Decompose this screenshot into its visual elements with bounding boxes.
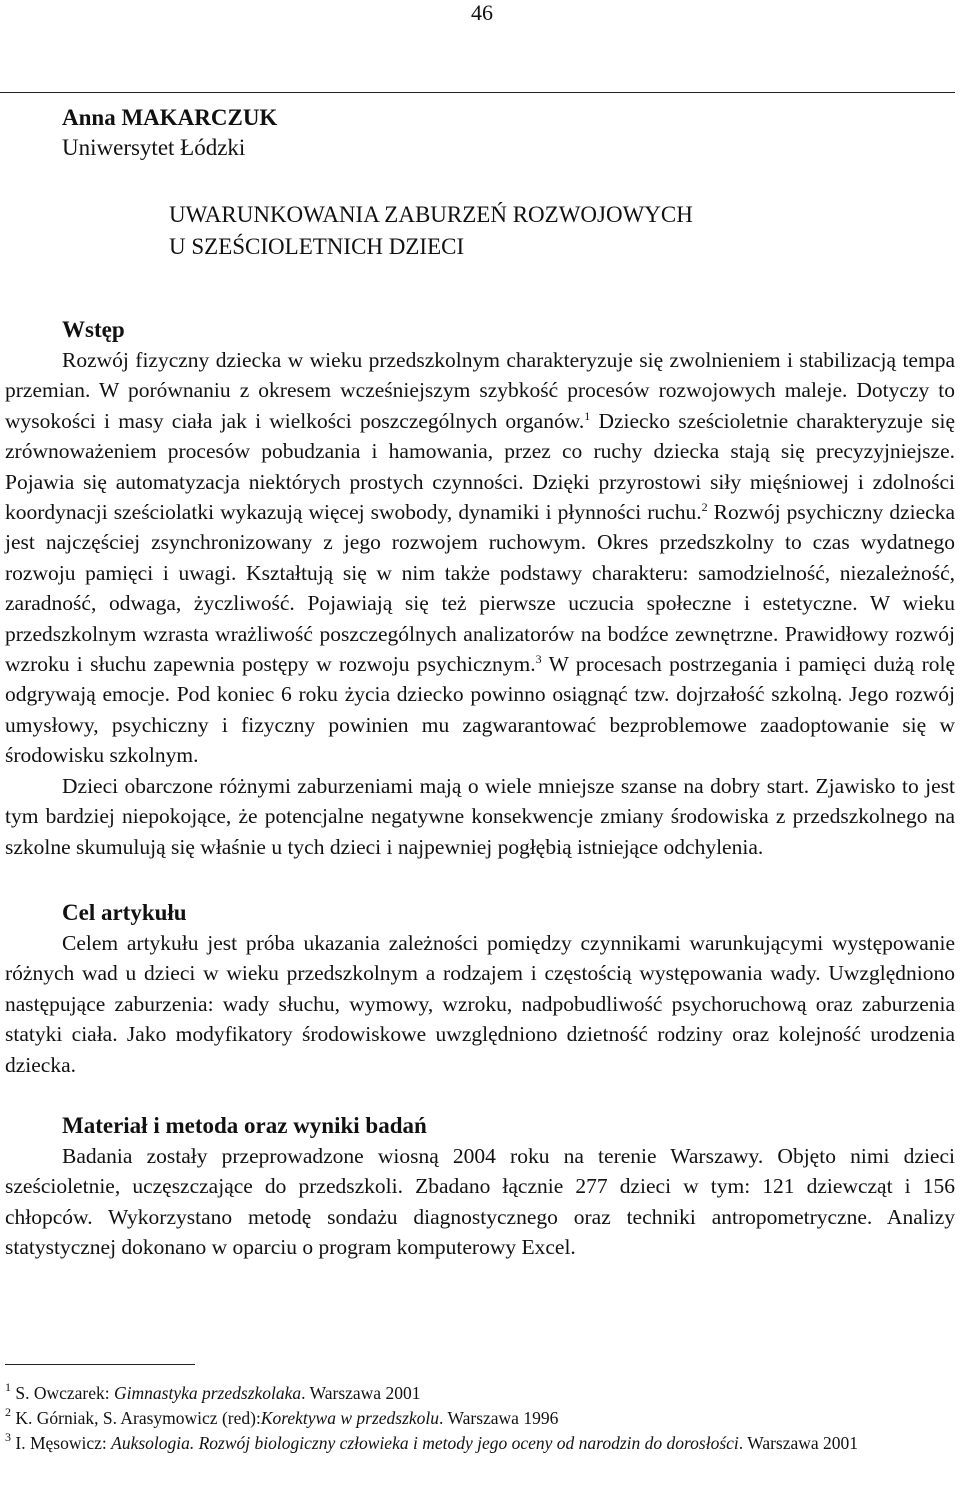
footnote-author: K. Górniak, S. Arasymowicz (red):	[11, 1408, 261, 1428]
footnote-number: 2	[5, 1405, 11, 1419]
footnote-title: Gimnastyka przedszkolaka	[114, 1383, 302, 1403]
method-paragraph: Badania zostały przeprowadzone wiosną 2004 roku na terenie Warszawy. Objęto nimi dzieci sześcioletnie, uczęszczające do przedszkoli. Zbadano łącznie 277 dzieci w tym: 121 dziewcząt i 156 chłopców. Wykorzystano metodę sondażu diagnostycznego oraz techniki antropometryczne. Analizy statystycznej dokonano w oparciu o program komputerowy Excel.	[5, 1143, 955, 1260]
section-heading-method: Materiał i metoda oraz wyniki badań	[62, 1112, 427, 1138]
header-rule	[0, 92, 955, 93]
footnote-1	[5, 1381, 953, 1406]
author-name: Anna MAKARCZUK	[62, 105, 278, 130]
footnote-title: Korektywa w przedszkolu	[260, 1408, 440, 1428]
intro-text-a: Rozwój fizyczny dziecka w wieku przedszkolnym charakteryzuje się zwolnieniem i stabilizacją tempa przemian. W porównaniu z okresem wcześniejszym szybkość procesów rozwojowych maleje. Dotyczy to wysokości i masy ciała jak i wielkości poszczególnych organów.	[5, 348, 955, 433]
footnote-publication: . Warszawa 2001	[301, 1383, 421, 1403]
section-heading-intro: Wstęp	[62, 317, 125, 342]
intro-paragraph-2: Dzieci obarczone różnymi zaburzeniami mają o wiele mniejsze szanse na dobry start. Zjawisko to jest tym bardziej niepokojące, że potencjalne negatywne konsekwencje zmiany środowiska z przedszkolnego na szkolne skumulują się właśnie u tych dzieci i najpewniej pogłębią istniejące odchylenia.	[5, 773, 955, 859]
footnote-title: Auksologia. Rozwój biologiczny człowieka i metody jego oceny od narodzin do dorosłości	[111, 1433, 739, 1453]
footnote-2	[5, 1406, 953, 1431]
footnote-rule	[5, 1364, 195, 1365]
footnote-ref-1[interactable]: 1	[584, 408, 591, 423]
author-affiliation: Uniwersytet Łódzki	[62, 135, 246, 160]
title-line-1: UWARUNKOWANIA ZABURZEŃ ROZWOJOWYCH	[169, 202, 693, 227]
title-line-2: U SZEŚCIOLETNICH DZIECI	[169, 234, 465, 259]
intro-text-b: Dziecko sześcioletnie charakteryzuje się zrównoważeniem procesów pobudzania i hamowania, przez co ruchy dziecka stają się precyzyjniejsze. Pojawia się automatyzacja niektórych prostych czynności. Dzięki przyrostowi siły mięśniowej i zdolności koordynacji sześciolatki wykazują więcej swobody, dynamiki i płynności ruchu.	[5, 408, 955, 525]
footnote-3	[5, 1431, 953, 1456]
aim-paragraph: Celem artykułu jest próba ukazania zależności pomiędzy czynnikami warunkującymi występowanie różnych wad u dzieci w wieku przedszkolnym a rodzajem i częstością występowania wady. Uwzględniono następujące zaburzenia: wady słuchu, wymowy, wzroku, nadpobudliwość psychoruchową oraz zaburzenia statyki ciała. Jako modyfikatory środowiskowe uwzględniono dzietność rodziny oraz kolejność urodzenia dziecka.	[5, 930, 955, 1077]
footnote-author: I. Męsowicz:	[11, 1433, 112, 1453]
section-heading-aim: Cel artykułu	[62, 899, 187, 925]
footnote-author: S. Owczarek:	[11, 1383, 115, 1403]
intro-text-c: Rozwój psychiczny dziecka jest najczęściej zsynchronizowany z jego rozwojem ruchowym. Okres przedszkolny to czas wydatnego rozwoju pamięci i uwagi. Kształtują się w nim także podstawy charakteru: samodzielność, niezależność, zaradność, odwaga, życzliwość. Pojawiają się też pierwsze uczucia społeczne i estetyczne. W wieku przedszkolnym wzrasta wrażliwość poszczególnych analizatorów na bodźce zewnętrzne. Prawidłowy rozwój wzroku i słuchu zapewnia postępy w rozwoju psychicznym.	[5, 500, 956, 677]
footnote-publication: . Warszawa 1996	[439, 1408, 559, 1428]
footnote-number: 3	[5, 1430, 11, 1444]
article-body	[5, 103, 955, 1263]
article-title	[169, 199, 955, 263]
footnote-publication: . Warszawa 2001	[738, 1433, 859, 1453]
footnotes	[5, 1381, 953, 1456]
footnote-number: 1	[5, 1380, 11, 1394]
intro-text-d: W procesach postrzegania i pamięci dużą rolę odgrywają emocje. Pod koniec 6 roku życia dziecko powinno osiągnąć tzw. dojrzałość szkolną. Jego rozwój umysłowy, psychiczny i fizyczny powinien mu zagwarantować bezproblemowe zaadoptowanie się w środowisku szkolnym.	[5, 652, 956, 768]
footnote-ref-3[interactable]: 3	[535, 652, 542, 667]
page-number: 46	[471, 0, 493, 25]
intro-paragraph-1	[5, 345, 955, 771]
footnote-ref-2[interactable]: 2	[701, 500, 708, 515]
